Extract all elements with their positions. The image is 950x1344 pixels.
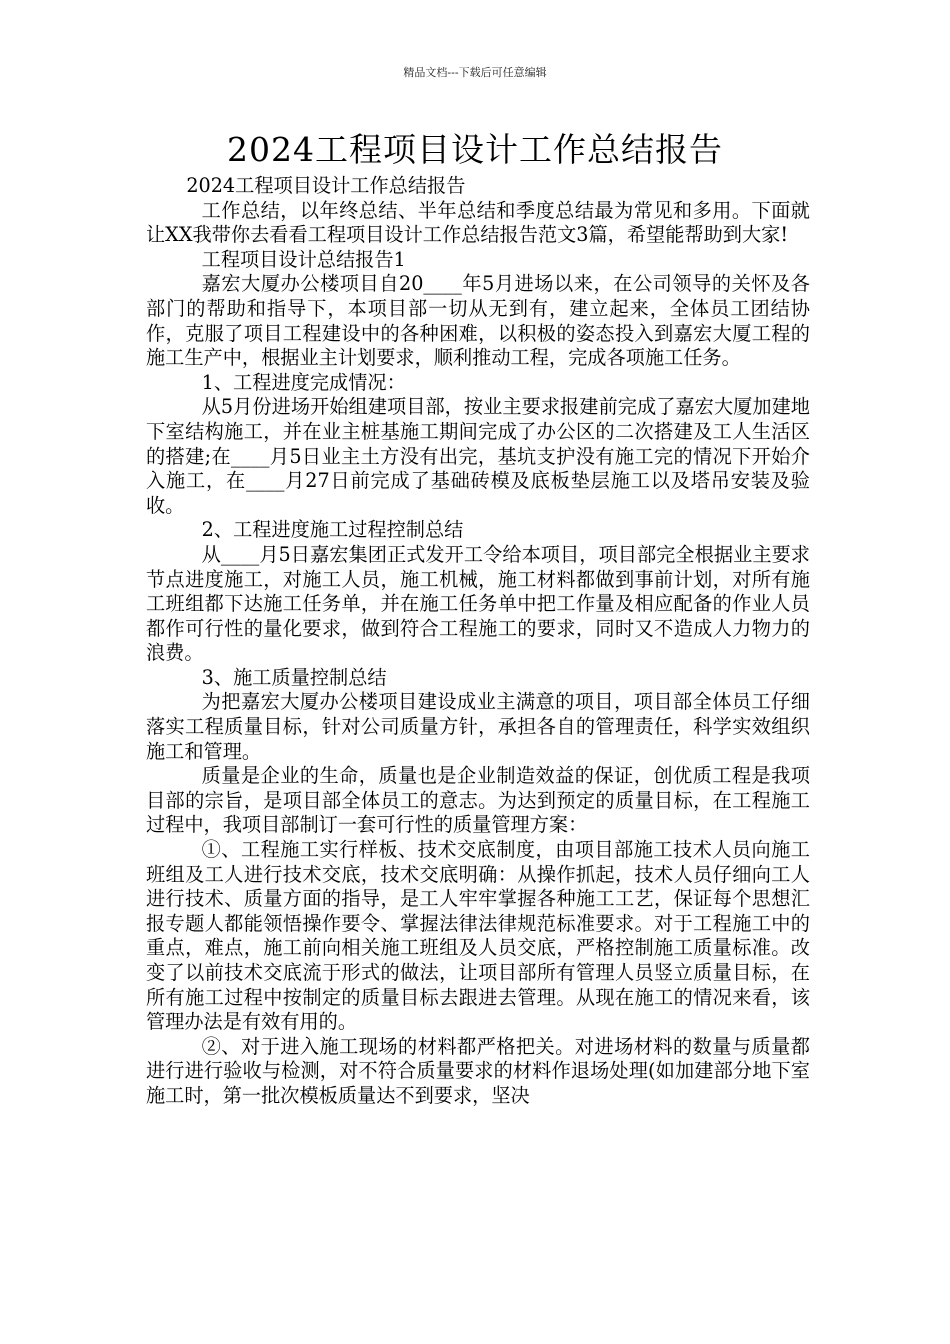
paragraph: 从____月5日嘉宏集团正式发开工令给本项目，项目部完全根据业主要求节点进度施工，对施工人员，施工机械，施工材料都做到事前计划，对所有施工班组都下达施工任务单，并在施工任务单中把工作量及相应配备的作业人员都作可行性的量化要求，做到符合工程施工的要求，同时又不造成人力物力的浪费。 <box>146 542 810 665</box>
paragraph: ①、工程施工实行样板、技术交底制度，由项目部施工技术人员向施工班组及工人进行技术交底，技术交底明确：从操作抓起，技术人员仔细向工人进行技术、质量方面的指导，是工人牢牢掌握各种施工工艺，保证每个思想汇报专题人都能领悟操作要令、掌握法律法律规范标准要求。对于工程施工中的重点，难点，施工前向相关施工班组及人员交底，严格控制施工质量标准。改变了以前技术交底流于形式的做法，让项目部所有管理人员竖立质量目标，在所有施工过程中按制定的质量目标去跟进去管理。从现在施工的情况来看，该管理办法是有效有用的。 <box>146 838 810 1034</box>
paragraph: 质量是企业的生命，质量也是企业制造效益的保证，创优质工程是我项目部的宗旨，是项目部全体员工的意志。为达到预定的质量目标，在工程施工过程中，我项目部制订一套可行性的质量管理方案： <box>146 764 810 837</box>
section-heading: 工程项目设计总结报告1 <box>201 247 406 271</box>
section-heading: 3、施工质量控制总结 <box>201 665 387 689</box>
paragraph: 嘉宏大厦办公楼项目自20____年5月进场以来，在公司领导的关怀及各部门的帮助和指导下，本项目部一切从无到有，建立起来，全体员工团结协作，克服了项目工程建设中的各种困难，以积极的姿态投入到嘉宏大厦工程的施工生产中，根据业主计划要求，顺利推动工程，完成各项施工任务。 <box>146 272 810 370</box>
document-title: 2024工程项目设计工作总结报告 <box>227 130 723 169</box>
section-heading: 1、工程进度完成情况： <box>201 370 406 394</box>
paragraph: 从5月份进场开始组建项目部，按业主要求报建前完成了嘉宏大厦加建地下室结构施工，并在业主桩基施工期间完成了办公区的二次搭建及工人生活区的搭建;在____月5日业主土方没有出完，基坑支护没有施工完的情况下开始介入施工，在____月27日前完成了基础砖模及底板垫层施工以及塔吊安装及验收。 <box>146 395 810 517</box>
paragraph: 工作总结，以年终总结、半年总结和季度总结最为常见和多用。下面就让XX我带你去看看工程项目设计工作总结报告范文3篇，希望能帮助到大家! <box>146 198 810 247</box>
page-header: 精品文档---下载后可任意编辑 <box>403 66 547 79</box>
paragraph: 为把嘉宏大厦办公楼项目建设成业主满意的项目，项目部全体员工仔细落实工程质量目标，针对公司质量方针，承担各自的管理责任，科学实效组织施工和管理。 <box>146 690 810 763</box>
paragraph: ②、对于进入施工现场的材料都严格把关。对进场材料的数量与质量都进行进行验收与检测，对不符合质量要求的材料作退场处理(如加建部分地下室施工时，第一批次模板质量达不到要求，坚决 <box>146 1034 810 1107</box>
document-body <box>146 174 810 1109</box>
section-heading: 2、工程进度施工过程控制总结 <box>201 518 464 542</box>
subtitle-line: 2024工程项目设计工作总结报告 <box>186 174 466 197</box>
